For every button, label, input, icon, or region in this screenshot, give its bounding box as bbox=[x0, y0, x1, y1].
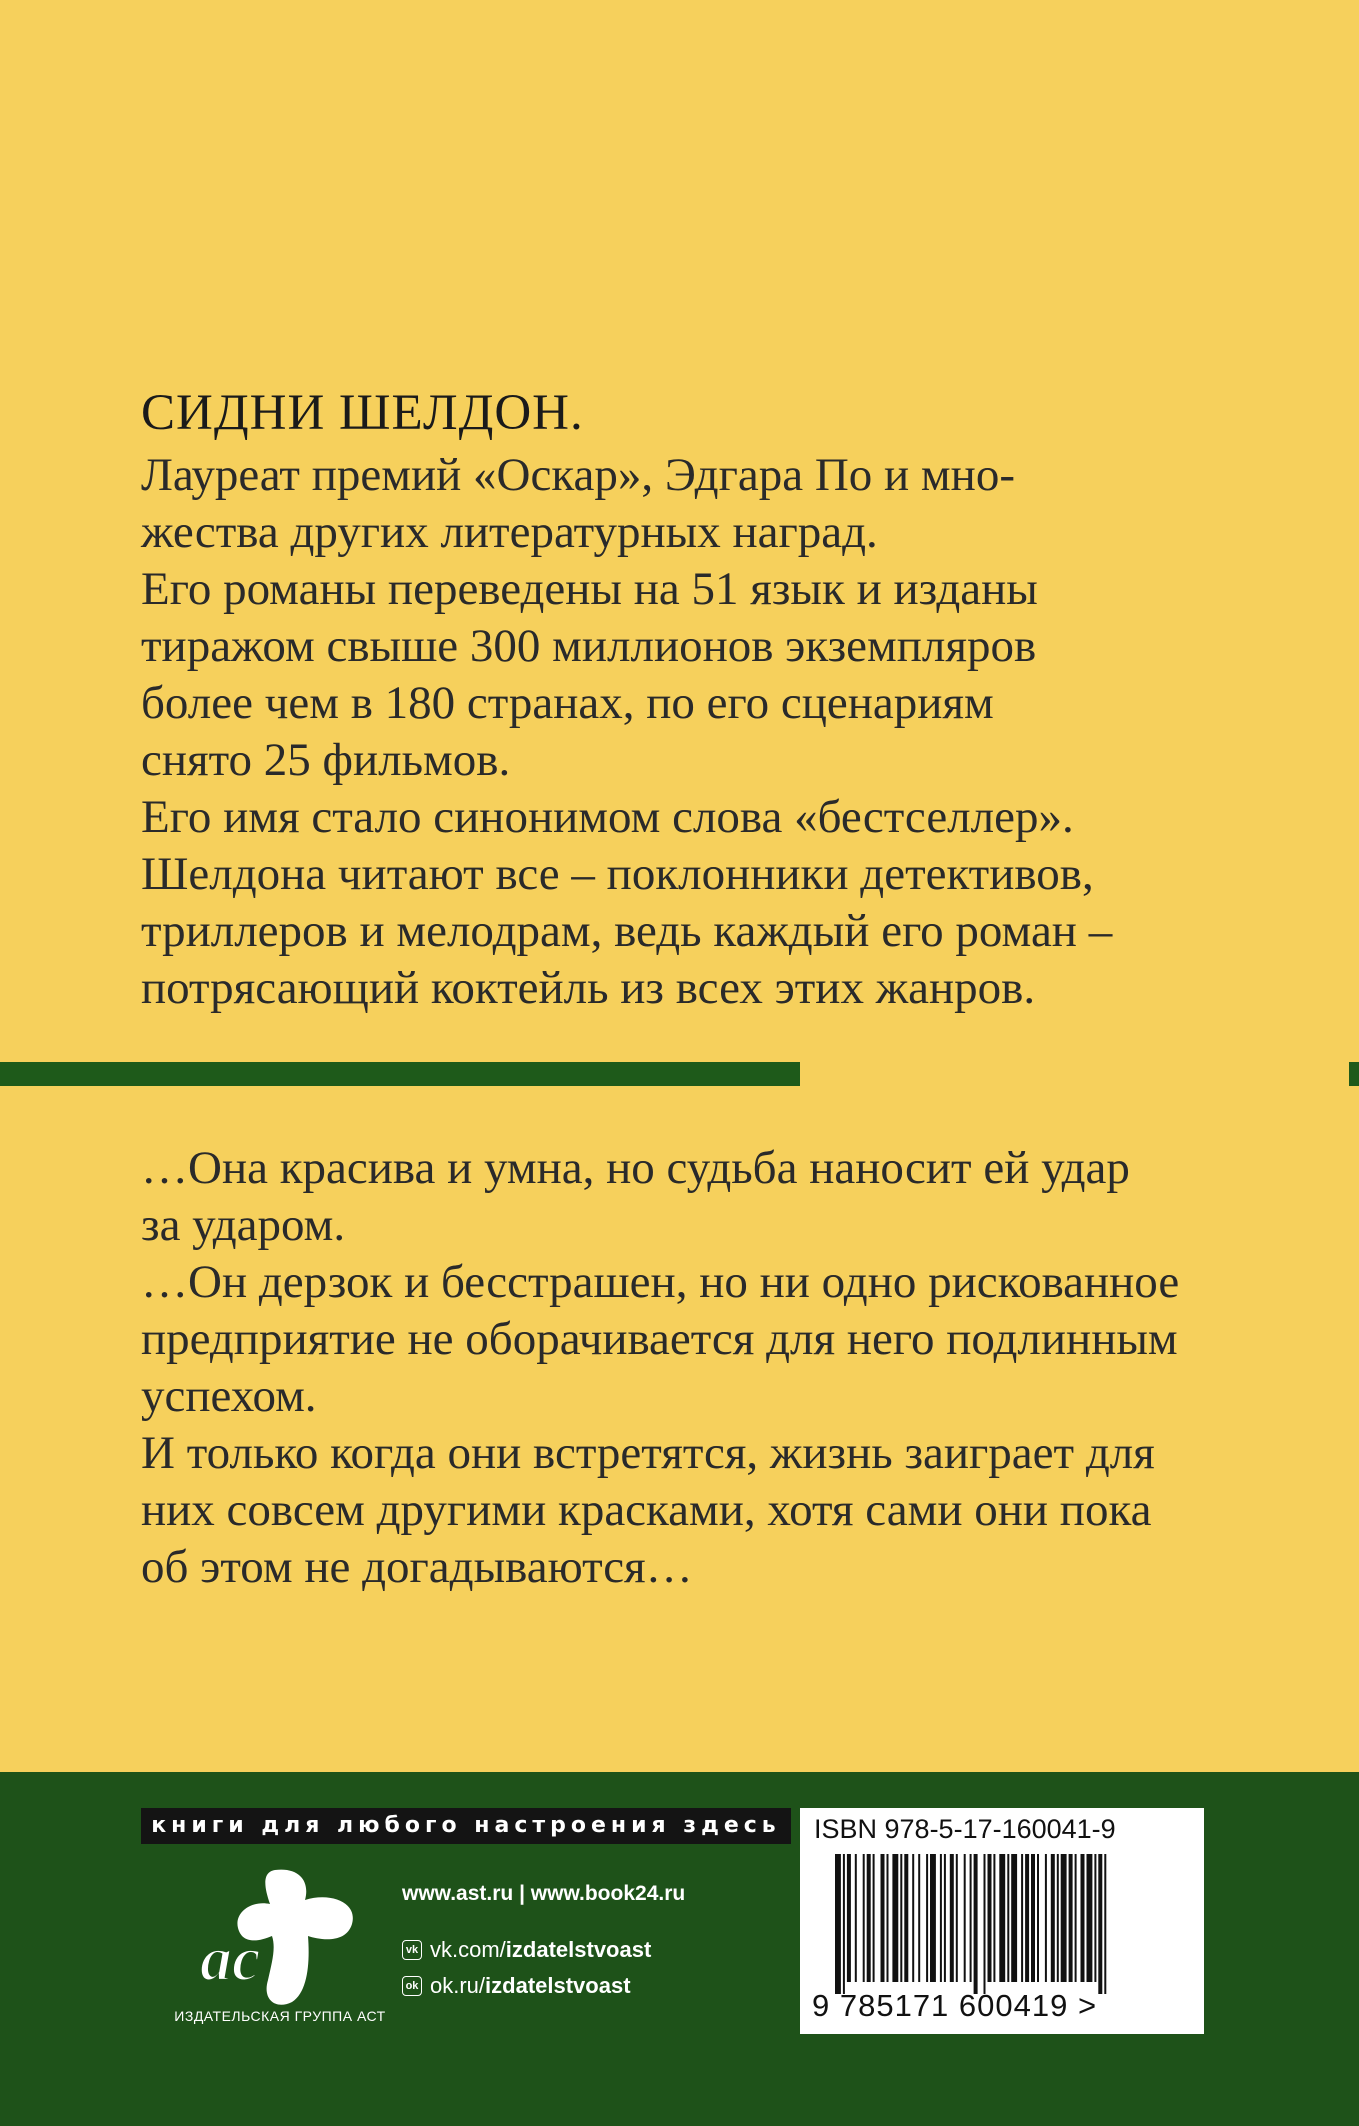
barcode-bar bbox=[970, 1854, 972, 1982]
vk-prefix: vk.com/ bbox=[430, 1937, 506, 1962]
barcode-icon bbox=[835, 1854, 1175, 1994]
section-divider bbox=[0, 1062, 800, 1086]
bio-line: снято 25 фильмов. bbox=[141, 734, 511, 786]
barcode-bar bbox=[835, 1854, 841, 1994]
svg-text:аc: аc bbox=[200, 1923, 261, 1994]
barcode-bar bbox=[988, 1854, 992, 1982]
barcode-bar bbox=[974, 1854, 978, 1994]
barcode-bar bbox=[900, 1854, 902, 1982]
barcode-bar bbox=[930, 1854, 936, 1982]
barcode-bar bbox=[1045, 1854, 1047, 1982]
barcode-bar bbox=[1087, 1854, 1093, 1982]
website-links[interactable]: www.ast.ru | www.book24.ru bbox=[402, 1882, 686, 1905]
barcode-bar bbox=[1061, 1854, 1067, 1982]
barcode-bar bbox=[1081, 1854, 1085, 1982]
vk-icon: vk bbox=[402, 1940, 422, 1960]
author-name: СИДНИ ШЕЛДОН. bbox=[141, 385, 584, 441]
blurb-line: об этом не догадываются… bbox=[141, 1541, 693, 1593]
barcode-bar bbox=[1104, 1854, 1106, 1994]
publisher-name: ИЗДАТЕЛЬСКАЯ ГРУППА АСТ bbox=[174, 2008, 386, 2024]
bio-line: потрясающий коктейль из всех этих жанров. bbox=[141, 962, 1036, 1014]
ok-prefix: ok.ru/ bbox=[430, 1973, 486, 1998]
section-divider-edge bbox=[1349, 1062, 1359, 1086]
barcode-bar bbox=[1098, 1854, 1102, 1994]
bio-line: триллеров и мелодрам, ведь каждый его роман – bbox=[141, 905, 1113, 957]
isbn-label: ISBN 978-5-17-160041-9 bbox=[814, 1814, 1116, 1844]
blurb-line: …Она красива и умна, но судьба наносит ей удар bbox=[141, 1142, 1130, 1194]
vk-handle: izdatelstvoast bbox=[505, 1937, 652, 1962]
barcode-bar bbox=[999, 1854, 1005, 1982]
barcode-bar bbox=[881, 1854, 885, 1982]
book-blurb bbox=[141, 1140, 1271, 1596]
barcode-bar bbox=[1051, 1854, 1055, 1982]
blurb-line: предприятие не оборачивается для него подлинным bbox=[141, 1313, 1178, 1365]
barcode-bar bbox=[904, 1854, 908, 1982]
barcode-bar bbox=[863, 1854, 865, 1982]
barcode-bar bbox=[1037, 1854, 1039, 1982]
barcode-bar bbox=[1094, 1854, 1096, 1982]
bio-line: жества других литературных наград. bbox=[141, 506, 878, 558]
bio-line: Его романы переведены на 51 язык и изданы bbox=[141, 563, 1038, 615]
barcode-bar bbox=[1069, 1854, 1073, 1982]
barcode-bar bbox=[1075, 1854, 1077, 1982]
author-bio bbox=[141, 447, 1271, 1017]
isbn-barcode-box bbox=[800, 1808, 1204, 2034]
barcode-bar bbox=[926, 1854, 928, 1982]
ok-icon: ok bbox=[402, 1976, 422, 1996]
bio-line: Лауреат премий «Оскар», Эдгара По и мно- bbox=[141, 449, 1015, 501]
barcode-bar bbox=[984, 1854, 986, 1994]
barcode-bar bbox=[892, 1854, 898, 1982]
barcode-bar bbox=[873, 1854, 875, 1982]
barcode-bar bbox=[855, 1854, 857, 1982]
blurb-line: И только когда они встретятся, жизнь заиграет для bbox=[141, 1427, 1155, 1479]
slogan-banner: книги для любого настроения здесь bbox=[141, 1808, 791, 1844]
barcode-bar bbox=[847, 1854, 851, 1982]
barcode-bar bbox=[843, 1854, 845, 1994]
barcode-bar bbox=[956, 1854, 958, 1982]
blurb-line: за ударом. bbox=[141, 1199, 346, 1251]
blurb-line: успехом. bbox=[141, 1370, 317, 1422]
barcode-bar bbox=[964, 1854, 966, 1982]
vk-link[interactable] bbox=[402, 1937, 651, 1963]
ok-link[interactable] bbox=[402, 1973, 631, 1999]
bio-line: тиражом свыше 300 миллионов экземпляров bbox=[141, 620, 1037, 672]
bio-line: Шелдона читают все – поклонники детективов, bbox=[141, 848, 1094, 900]
barcode-bar bbox=[1007, 1854, 1009, 1982]
barcode-bar bbox=[1025, 1854, 1029, 1982]
blurb-line: них совсем другими красками, хотя сами они пока bbox=[141, 1484, 1152, 1536]
barcode-bar bbox=[1021, 1854, 1023, 1982]
ok-handle: izdatelstvoast bbox=[485, 1973, 631, 1998]
barcode-bar bbox=[1031, 1854, 1035, 1982]
barcode-bar bbox=[1011, 1854, 1017, 1982]
blurb-line: …Он дерзок и бесстрашен, но ни одно рискованное bbox=[141, 1256, 1180, 1308]
ast-logo-icon bbox=[180, 1862, 370, 2012]
barcode-bar bbox=[993, 1854, 995, 1982]
bio-line: Его имя стало синонимом слова «бестселлер». bbox=[141, 791, 1074, 843]
barcode-bar bbox=[940, 1854, 942, 1982]
barcode-bar bbox=[912, 1854, 914, 1982]
barcode-bar bbox=[1057, 1854, 1059, 1982]
bio-line: более чем в 180 странах, по его сценариям bbox=[141, 677, 994, 729]
barcode-digits: 9 785171 600419 > bbox=[812, 1988, 1098, 2023]
barcode-bar bbox=[867, 1854, 871, 1982]
barcode-bar bbox=[950, 1854, 954, 1982]
barcode-bar bbox=[887, 1854, 889, 1982]
barcode-bar bbox=[944, 1854, 946, 1982]
barcode-bar bbox=[918, 1854, 920, 1982]
